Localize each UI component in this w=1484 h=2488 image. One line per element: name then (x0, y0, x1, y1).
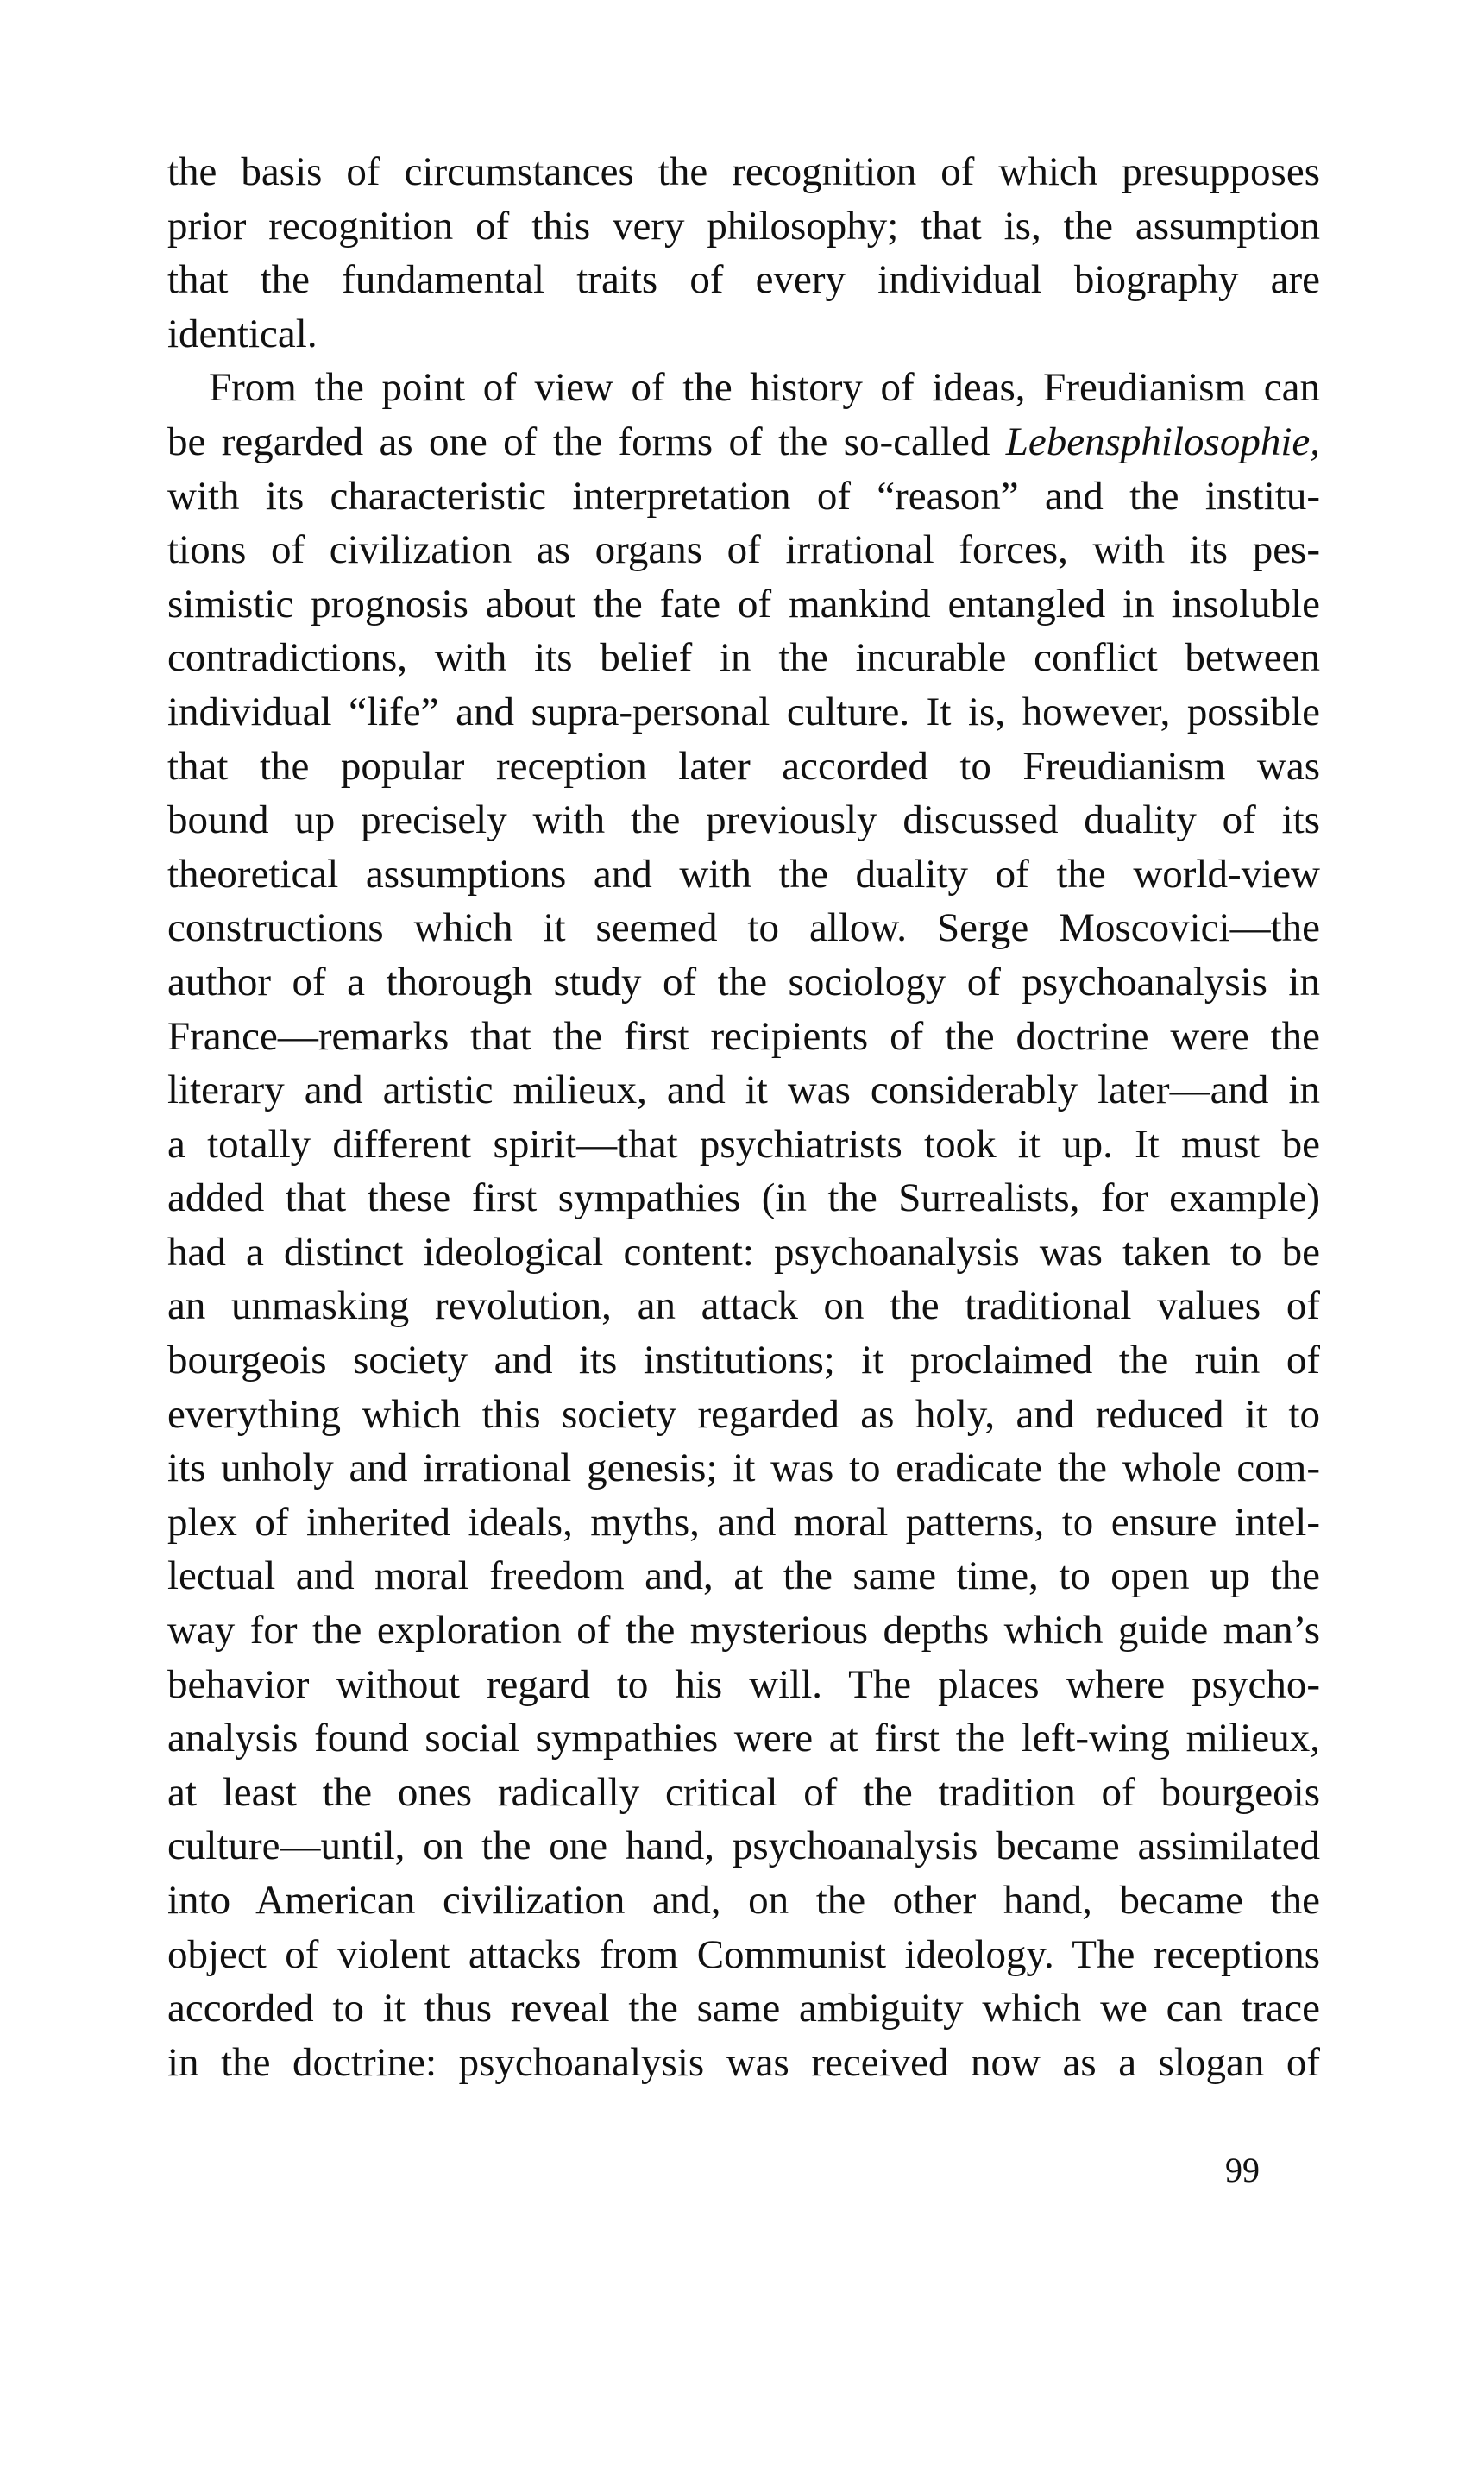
text-line: the basis of circumstances the recognition of which presupposes (167, 149, 1320, 194)
text-line: literary and artistic milieux, and it was considerably later—and in (167, 1068, 1320, 1113)
text-line-prefix: be regarded as one of the forms of the so-called (167, 419, 1006, 464)
text-line: France—remarks that the first recipients of the doctrine were the (167, 1013, 1320, 1059)
text-line: individual “life” and supra-personal culture. It is, however, possible (167, 689, 1320, 734)
text-line: analysis found social sympathies were at first the left-wing milieux, (167, 1716, 1320, 1761)
text-line: that the popular reception later accorded to Freudianism was (167, 743, 1320, 789)
text-line: culture—until, on the one hand, psychoanalysis became assimilated (167, 1823, 1320, 1869)
text-line: everything which this society regarded as holy, and reduced it to (167, 1391, 1320, 1437)
text-line: had a distinct ideological content: psychoanalysis was taken to be (167, 1229, 1320, 1275)
text-line: plex of inherited ideals, myths, and moral patterns, to ensure intel- (167, 1499, 1320, 1545)
text-line: From the point of view of the history of ideas, Freudianism can (209, 365, 1320, 411)
text-line: tions of civilization as organs of irrational forces, with its pes- (167, 527, 1320, 573)
text-line: bourgeois society and its institutions; it proclaimed the ruin of (167, 1338, 1320, 1383)
text-line: that the fundamental traits of every individual biography are (167, 257, 1320, 303)
italic-term: Lebensphilosophie, (1005, 419, 1320, 464)
body-text (167, 145, 1320, 2089)
text-line: theoretical assumptions and with the duality of the world-view (167, 851, 1320, 897)
text-line: lectual and moral freedom and, at the same time, to open up the (167, 1553, 1320, 1599)
text-line: into American civilization and, on the other hand, became the (167, 1878, 1320, 1923)
text-line: added that these first sympathies (in the Surrealists, for example) (167, 1175, 1320, 1221)
text-line: identical. (167, 311, 318, 356)
text-line: accorded to it thus reveal the same ambiguity which we can trace (167, 1986, 1320, 2031)
text-line: contradictions, with its belief in the incurable conflict between (167, 635, 1320, 681)
page-number: 99 (1225, 2151, 1260, 2189)
text-line: with its characteristic interpretation of “reason” and the institu- (167, 473, 1320, 519)
text-line: author of a thorough study of the sociology of psychoanalysis in (167, 959, 1320, 1005)
text-line: prior recognition of this very philosophy; that is, the assumption (167, 203, 1320, 249)
text-line: object of violent attacks from Communist ideology. The receptions (167, 1931, 1320, 1977)
text-line: an unmasking revolution, an attack on the traditional values of (167, 1283, 1320, 1329)
text-line: behavior without regard to his will. The places where psycho- (167, 1661, 1320, 1707)
text-line: bound up precisely with the previously discussed duality of its (167, 797, 1320, 843)
text-line: its unholy and irrational genesis; it was to eradicate the whole com- (167, 1446, 1320, 1491)
text-line: constructions which it seemed to allow. Serge Moscovici—the (167, 905, 1320, 951)
text-line: a totally different spirit—that psychiatrists took it up. It must be (167, 1121, 1320, 1167)
text-line-with-italic (167, 415, 1320, 469)
text-line: at least the ones radically critical of the tradition of bourgeois (167, 1769, 1320, 1815)
text-line: way for the exploration of the mysterious depths which guide man’s (167, 1608, 1320, 1653)
text-line: simistic prognosis about the fate of mankind entangled in insoluble (167, 581, 1320, 627)
text-line: in the doctrine: psychoanalysis was received now as a slogan of (167, 2039, 1320, 2085)
